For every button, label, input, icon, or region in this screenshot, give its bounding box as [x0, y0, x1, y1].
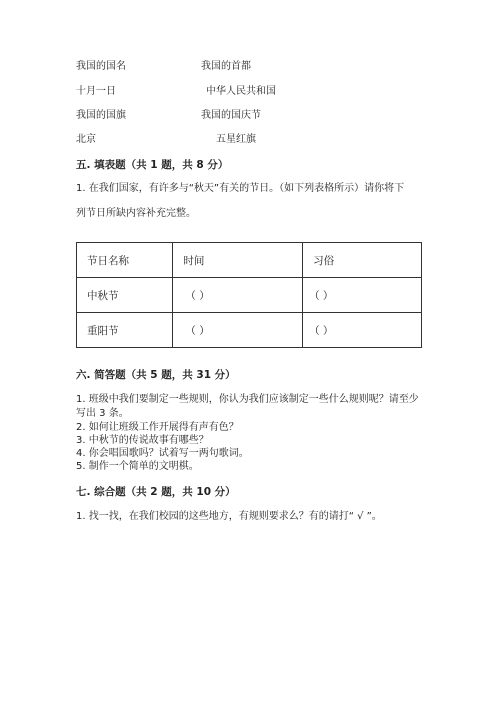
section7-title: 七. 综合题（共 2 题，共 10 分） [76, 486, 236, 498]
table-row [77, 313, 422, 348]
matching-left-item: 我国的国名 [76, 61, 126, 72]
section6-title: 六. 简答题（共 5 题，共 31 分） [76, 369, 236, 381]
section5-question-line: 列节日所缺内容补充完整。 [76, 208, 196, 219]
table-cell-festival: 中秋节 [77, 278, 173, 313]
table-header-cell: 习俗 [303, 243, 422, 278]
festival-table [76, 242, 422, 348]
section5-title: 五. 填表题（共 1 题，共 8 分） [76, 159, 229, 171]
table-header-cell: 时间 [173, 243, 303, 278]
table-cell-blank[interactable]: （ ） [173, 278, 303, 313]
table-header-row [77, 243, 422, 278]
section5-question-line: 1. 在我们国家，有许多与“秋天”有关的节日。（如下列表格所示）请你将下 [76, 183, 405, 194]
matching-right-item: 中华人民共和国 [206, 86, 276, 97]
section6-question: 3. 中秋节的传说故事有哪些？ [76, 435, 209, 446]
table-cell-blank[interactable]: （ ） [303, 313, 422, 348]
section6-question: 5. 制作一个简单的文明棋。 [76, 461, 199, 472]
matching-left-item: 北京 [76, 134, 96, 145]
table-cell-festival: 重阳节 [77, 313, 173, 348]
section6-question-line: 1. 班级中我们要制定一些规则，你认为我们应该制定一些什么规则呢？请至少 [76, 394, 419, 405]
table-cell-blank[interactable]: （ ） [303, 278, 422, 313]
matching-left-item: 十月一日 [76, 86, 116, 97]
section6-question: 2. 如何让班级工作开展得有声有色？ [76, 422, 239, 433]
matching-right-item: 我国的首都 [201, 61, 251, 72]
table-cell-blank[interactable]: （ ） [173, 313, 303, 348]
section6-question-line: 写出 3 条。 [76, 408, 129, 419]
matching-left-item: 我国的国旗 [76, 110, 126, 121]
table-header-cell: 节日名称 [77, 243, 173, 278]
section7-question: 1. 找一找，在我们校园的这些地方，有规则要求么？有的请打“ √ ”。 [76, 511, 382, 522]
table-row [77, 278, 422, 313]
section6-question: 4. 你会唱国歌吗？试着写一两句歌词。 [76, 448, 249, 459]
matching-right-item: 五星红旗 [216, 134, 256, 145]
matching-right-item: 我国的国庆节 [201, 110, 261, 121]
